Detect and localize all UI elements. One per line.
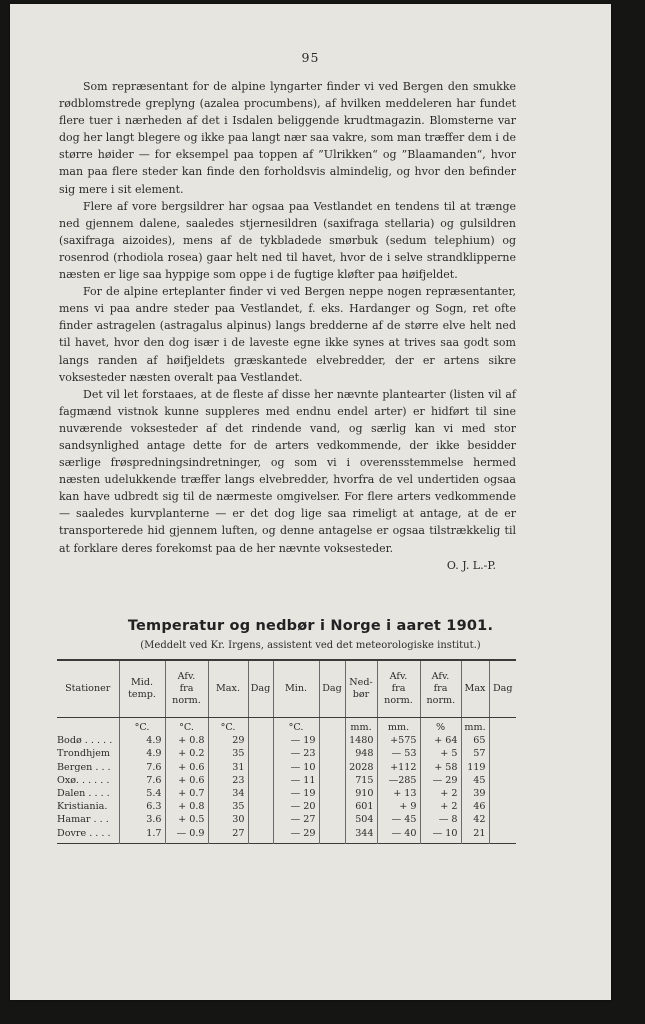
table-subtitle: (Meddelt ved Kr. Irgens, assistent ved det meteorologiske institut.) — [140, 640, 481, 651]
table-cell — [248, 761, 273, 774]
unit-cell: mm. — [345, 718, 377, 736]
unit-cell: °C. — [165, 718, 208, 736]
table-cell: 35 — [208, 748, 248, 761]
header-cell: Min. — [273, 660, 319, 718]
units-row — [57, 718, 516, 736]
table-cell: 39 — [461, 788, 489, 801]
table-cell: 35 — [208, 801, 248, 814]
header-cell: Max — [461, 660, 489, 718]
station-name-cell: Trondhjem — [57, 748, 111, 760]
table-cell: + 64 — [420, 735, 461, 748]
table-cell: 344 — [345, 827, 377, 843]
table-cell: 46 — [461, 801, 489, 814]
table-cell — [248, 775, 273, 788]
table-cell: + 0.2 — [165, 748, 208, 761]
table-cell: — 20 — [273, 801, 319, 814]
table-cell — [489, 775, 516, 788]
unit-cell — [489, 718, 516, 736]
paragraph: Flere af vore bergsildrer har ogsaa paa Vestlandet en tendens til at trænge ned gjennem dalene, saaledes stjernesildren (saxifraga stellaria) og gulsildren (saxifraga aizoides), mens af de tykbladede smørbuk (sedum telephium) og rosenrod (rhodiola rosea) gaar helt ned til havet, hvor de i selve strandklipperne næsten er lige saa hyppige som oppe i de fugtige kløfter paa høifjeldet. — [59, 199, 516, 282]
header-cell: Max. — [208, 660, 248, 718]
unit-cell — [248, 718, 273, 736]
table-cell: —285 — [377, 775, 420, 788]
table-cell: + 0.8 — [165, 735, 208, 748]
table-row — [57, 775, 516, 788]
table-cell: — 45 — [377, 814, 420, 827]
table-cell: 23 — [208, 775, 248, 788]
table-row — [57, 748, 516, 761]
table-cell: — 8 — [420, 814, 461, 827]
page-number: 95 — [301, 50, 320, 65]
table-cell — [248, 748, 273, 761]
header-cell: Dag — [319, 660, 345, 718]
table-row — [57, 761, 516, 774]
table-cell: — 11 — [273, 775, 319, 788]
station-name-cell: Dovre . . . . — [57, 827, 111, 839]
table-cell: 7.6 — [119, 775, 165, 788]
table-cell: + 2 — [420, 801, 461, 814]
table-cell — [319, 788, 345, 801]
table-cell: + 2 — [420, 788, 461, 801]
table-cell: 5.4 — [119, 788, 165, 801]
table-cell: 601 — [345, 801, 377, 814]
table-header-row — [57, 660, 516, 718]
table-cell: + 0.8 — [165, 801, 208, 814]
article-body — [59, 78, 516, 574]
table-cell — [319, 748, 345, 761]
table-cell — [248, 801, 273, 814]
table-cell: + 13 — [377, 788, 420, 801]
unit-cell — [57, 718, 119, 736]
table-cell: 31 — [208, 761, 248, 774]
table-cell: 2028 — [345, 761, 377, 774]
header-cell: Ned-bør — [345, 660, 377, 718]
table-cell: + 58 — [420, 761, 461, 774]
table-cell — [248, 814, 273, 827]
table-cell: — 10 — [273, 761, 319, 774]
unit-cell: mm. — [377, 718, 420, 736]
table-cell: 4.9 — [119, 748, 165, 761]
header-cell: Dag — [489, 660, 516, 718]
table-cell: + 5 — [420, 748, 461, 761]
weather-table — [57, 659, 516, 844]
header-cell: Dag — [248, 660, 273, 718]
table-cell: — 53 — [377, 748, 420, 761]
station-name-cell: Bergen . . . — [57, 761, 111, 773]
table-cell — [489, 748, 516, 761]
table-cell: 1.7 — [119, 827, 165, 843]
header-cell: Mid. temp. — [119, 660, 165, 718]
table-cell — [489, 827, 516, 843]
table-cell: — 40 — [377, 827, 420, 843]
table-cell: 42 — [461, 814, 489, 827]
table-cell — [319, 814, 345, 827]
document-page — [10, 4, 611, 1000]
table-cell: — 27 — [273, 814, 319, 827]
table-cell: 1480 — [345, 735, 377, 748]
station-name-cell: Kristiania. — [57, 801, 108, 813]
unit-cell — [319, 718, 345, 736]
table-cell: +575 — [377, 735, 420, 748]
table-cell: + 0.7 — [165, 788, 208, 801]
unit-cell: °C. — [119, 718, 165, 736]
table-cell — [248, 788, 273, 801]
table-cell: 948 — [345, 748, 377, 761]
unit-cell: °C. — [208, 718, 248, 736]
paragraph: Som repræsentant for de alpine lyngarter finder vi ved Bergen den smukke rødblomstrede greplyng (azalea procumbens), af hvilken meddeleren har fundet flere tuer i nærheden af det i Isdalen beliggende krudtmagazin. Blomsterne var dog her langt blegere og ikke paa langt nær saa vakre, som man træffer dem i de større høider — for eksempel paa toppen af ”Ulrikken“ og ”Blaamanden“, hvor man paa flere steder kan finde den forholdsvis almindelig, og hvor den befinder sig mere i sit element. — [59, 80, 516, 196]
table-cell — [489, 788, 516, 801]
table-cell: + 0.6 — [165, 761, 208, 774]
table-cell: + 0.5 — [165, 814, 208, 827]
table-row — [57, 788, 516, 801]
station-name-cell: Bodø . . . . . — [57, 735, 113, 747]
table-cell: — 19 — [273, 735, 319, 748]
table-cell — [319, 735, 345, 748]
unit-cell: % — [420, 718, 461, 736]
table-cell: 30 — [208, 814, 248, 827]
table-cell: 7.6 — [119, 761, 165, 774]
table-cell: 34 — [208, 788, 248, 801]
table-cell: 45 — [461, 775, 489, 788]
table-cell: 715 — [345, 775, 377, 788]
table-cell — [489, 735, 516, 748]
table-cell: 3.6 — [119, 814, 165, 827]
header-cell: Afv. fra norm. — [165, 660, 208, 718]
table-cell: 910 — [345, 788, 377, 801]
table-cell: 29 — [208, 735, 248, 748]
table-cell: 21 — [461, 827, 489, 843]
table-cell: — 0.9 — [165, 827, 208, 843]
unit-cell: mm. — [461, 718, 489, 736]
table-cell — [319, 761, 345, 774]
table-cell: — 10 — [420, 827, 461, 843]
paragraph: For de alpine erteplanter finder vi ved Bergen neppe nogen repræsentanter, mens vi paa andre steder paa Vestlandet, f. eks. Hardanger og Sogn, ret ofte finder astragelen (astragalus alpinus) langs bredderne af de større elve helt ned til havet, hvor den dog især i de laveste egne ikke synes at trives saa godt som langs randen af høifjeldets græskantede elvebredder, der er artens sikre voksesteder næsten overalt paa Vestlandet. — [59, 285, 516, 384]
station-name-cell: Oxø. . . . . . — [57, 774, 110, 786]
table-row — [57, 827, 516, 843]
table-row — [57, 735, 516, 748]
table-cell: 57 — [461, 748, 489, 761]
table-cell: 6.3 — [119, 801, 165, 814]
header-cell: Afv. fra norm. — [377, 660, 420, 718]
table-cell — [248, 827, 273, 843]
table-cell — [319, 801, 345, 814]
table-cell: — 19 — [273, 788, 319, 801]
station-name-cell: Dalen . . . . — [57, 788, 110, 800]
station-name-cell: Hamar . . . — [57, 814, 109, 826]
header-cell: Stationer — [57, 660, 119, 718]
table-cell — [319, 775, 345, 788]
table-cell: + 0.6 — [165, 775, 208, 788]
table-title: Temperatur og nedbør i Norge i aaret 1901. — [127, 618, 494, 634]
table-cell: + 9 — [377, 801, 420, 814]
header-cell: Afv. fra norm. — [420, 660, 461, 718]
table-row — [57, 801, 516, 814]
table-cell: 27 — [208, 827, 248, 843]
table-cell: 119 — [461, 761, 489, 774]
table-cell: 4.9 — [119, 735, 165, 748]
table-cell — [489, 814, 516, 827]
unit-cell: °C. — [273, 718, 319, 736]
table-cell: — 23 — [273, 748, 319, 761]
table-cell: 65 — [461, 735, 489, 748]
table-cell: +112 — [377, 761, 420, 774]
table-cell: — 29 — [420, 775, 461, 788]
table-cell — [489, 801, 516, 814]
author-signature: O. J. L.-P. — [446, 558, 496, 572]
paragraph: Det vil let forstaaes, at de fleste af disse her nævnte plantearter (listen vil af fagmænd vistnok kunne suppleres med endnu endel arter) er hidført til sine nuværende voksesteder af det rindende vand, og særlig kan vi med stor sandsynlighed antage dette for de arters vedkommende, der ikke besidder særlige frøspredningsindretninger, og som vi i overensstemmelse hermed næsten udelukkende træffer langs elvebredder, hvorfra de vel undertiden ogsaa kan have udbredt sig til de nærmeste omgivelser. For flere arters vedkommende — saaledes kurvplanterne — er det dog lige saa rimeligt at antage, at de er transporterede hid gjennem luften, og denne antagelse er ogsaa tilstrækkelig til at forklare deres forekomst paa de her nævnte voksesteder. — [59, 387, 516, 555]
table-cell: — 29 — [273, 827, 319, 843]
table-row — [57, 814, 516, 827]
table-cell: 504 — [345, 814, 377, 827]
table-cell — [248, 735, 273, 748]
table-cell — [489, 761, 516, 774]
table-cell — [319, 827, 345, 843]
